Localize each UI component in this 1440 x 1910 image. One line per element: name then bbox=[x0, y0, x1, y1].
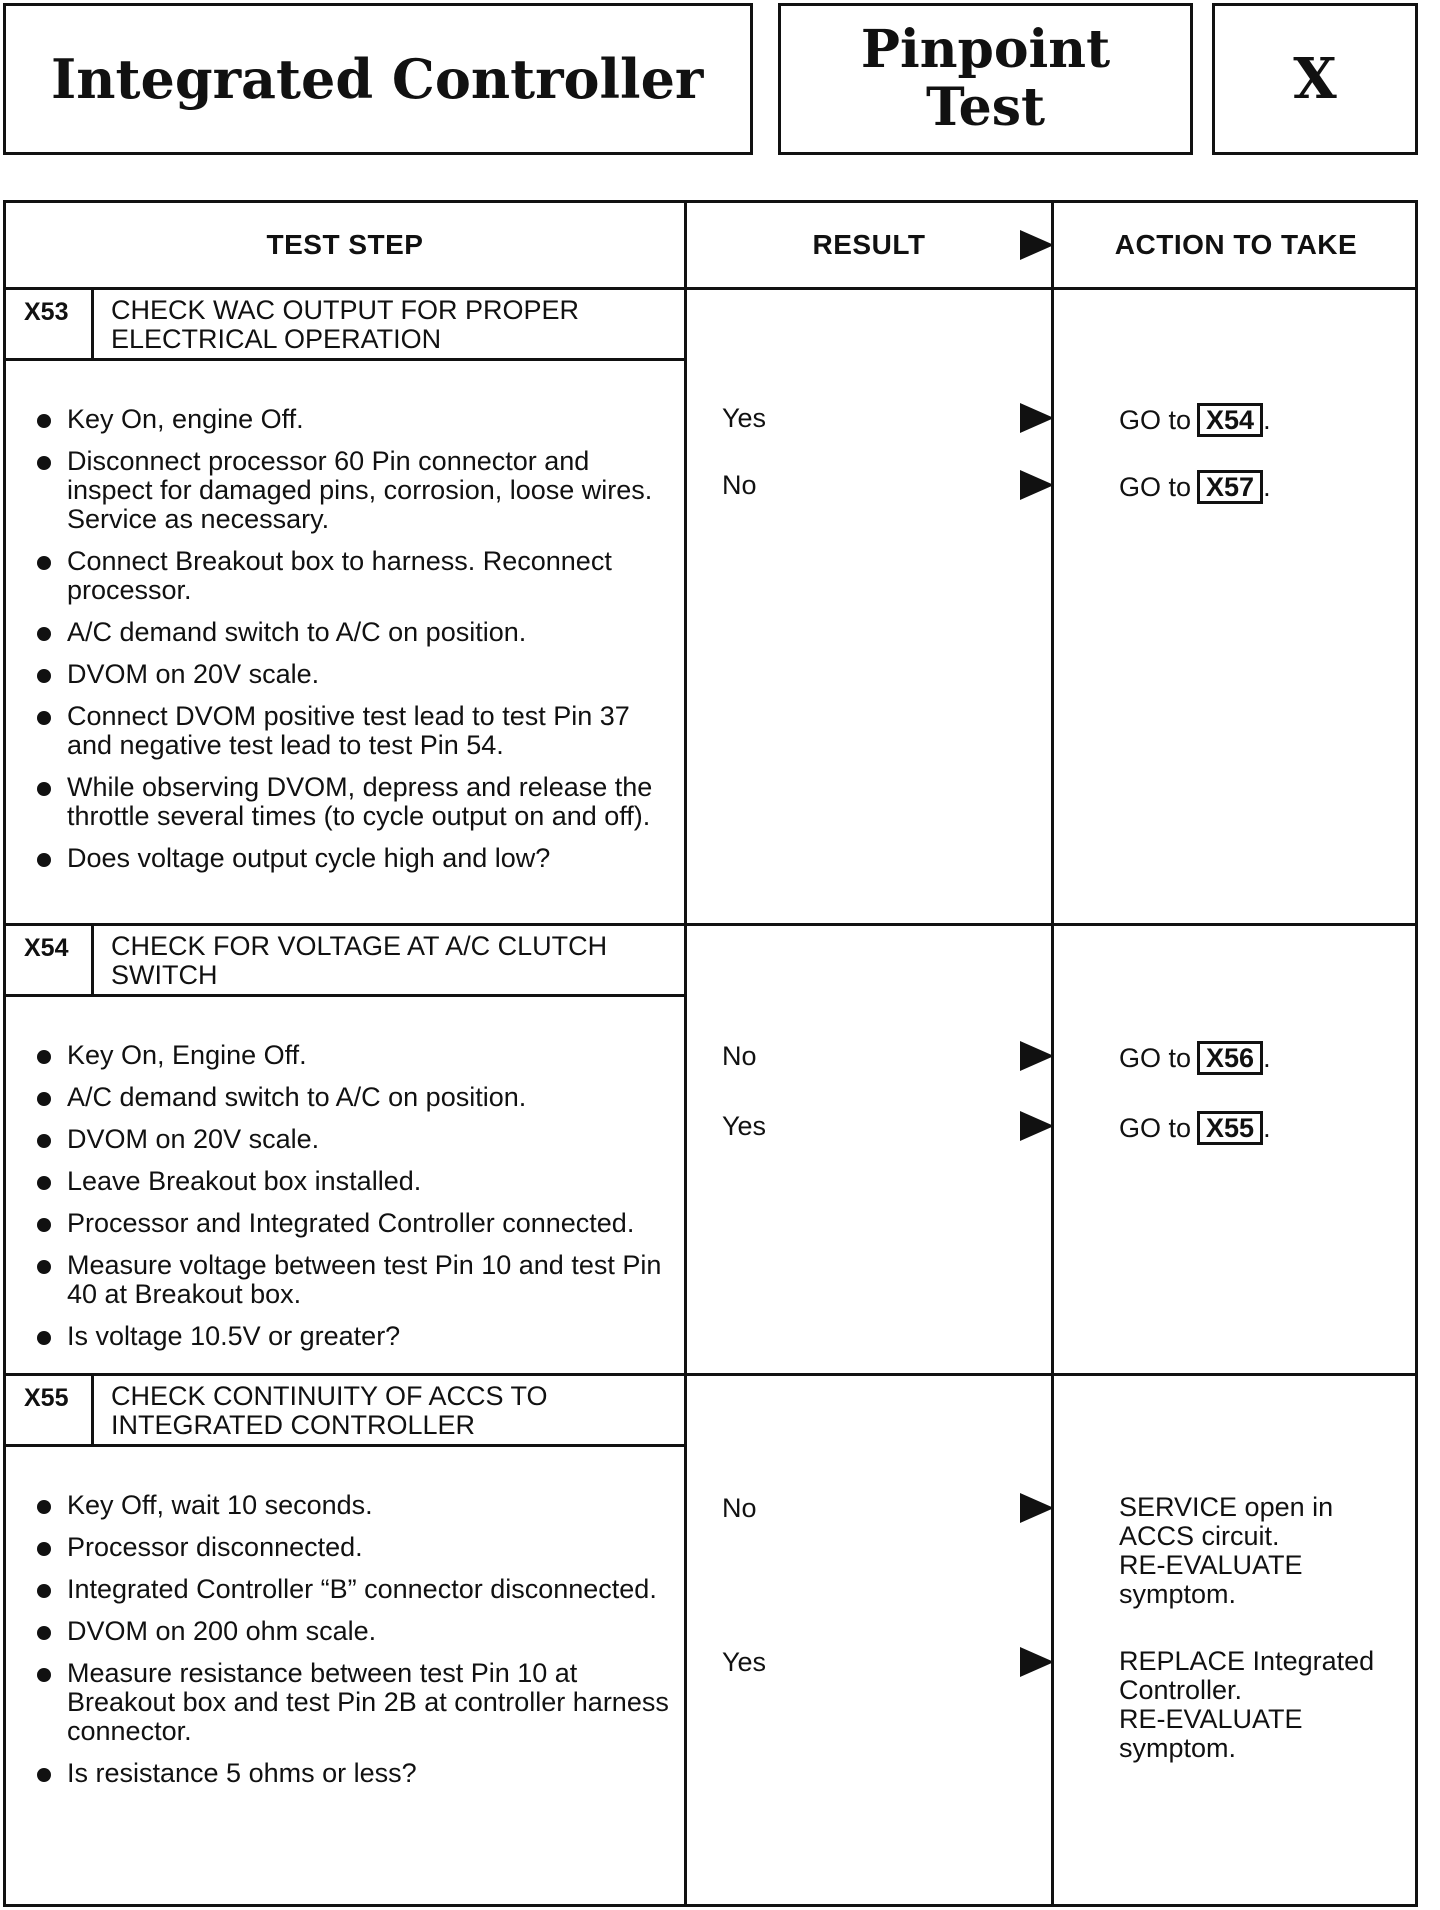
list-item: Key On, engine Off. bbox=[34, 405, 679, 434]
test-table bbox=[3, 200, 1418, 1907]
arrow-icon bbox=[1020, 470, 1054, 500]
result-no: No bbox=[722, 1041, 757, 1071]
step-title: CHECK WAC OUTPUT FOR PROPER ELECTRICAL OPERATION bbox=[111, 295, 580, 354]
bullet-icon bbox=[37, 782, 51, 796]
action-text: REPLACE Integrated Controller. RE-EVALUATE symptom. bbox=[1119, 1646, 1375, 1763]
step-id: X53 bbox=[6, 290, 94, 358]
list-item: Connect DVOM positive test lead to test Pin 37 and negative test lead to test Pin 54. bbox=[34, 702, 679, 760]
list-item: Is voltage 10.5V or greater? bbox=[34, 1322, 679, 1351]
title-text: Integrated Controller bbox=[51, 47, 704, 111]
column-header-test-step: TEST STEP bbox=[266, 229, 424, 260]
bullet-icon bbox=[37, 669, 51, 683]
action-goto: GO to X57 . bbox=[1119, 472, 1271, 502]
result-yes: Yes bbox=[722, 1647, 767, 1677]
bullet-icon bbox=[37, 1584, 51, 1598]
pinpoint-line-2: Test bbox=[925, 77, 1046, 138]
action-goto: GO to X54 . bbox=[1119, 405, 1271, 435]
arrow-icon bbox=[1020, 230, 1054, 260]
list-item: Measure resistance between test Pin 10 at Breakout box and test Pin 2B at controller harness connector. bbox=[34, 1659, 679, 1746]
bullet-icon bbox=[37, 1542, 51, 1556]
result-no: No bbox=[722, 1493, 757, 1523]
action-text: SERVICE open in ACCS circuit. RE-EVALUATE symptom. bbox=[1119, 1492, 1334, 1609]
step-id: X55 bbox=[6, 1376, 94, 1444]
step-id: X54 bbox=[6, 926, 94, 994]
section-letter bbox=[1212, 3, 1418, 155]
bullet-icon bbox=[37, 1668, 51, 1682]
page-title bbox=[3, 3, 753, 155]
bullet-icon bbox=[37, 1626, 51, 1640]
bullet-icon bbox=[37, 1331, 51, 1345]
list-item: Connect Breakout box to harness. Reconnect processor. bbox=[34, 547, 679, 605]
step-instructions bbox=[34, 1491, 679, 1801]
action-goto: GO to X55 . bbox=[1119, 1113, 1271, 1143]
list-item: Disconnect processor 60 Pin connector and inspect for damaged pins, corrosion, loose wires. Service as necessary. bbox=[34, 447, 679, 534]
list-item: DVOM on 20V scale. bbox=[34, 660, 679, 689]
goto-x55-link[interactable]: X55 bbox=[1197, 1111, 1263, 1145]
header-divider bbox=[6, 287, 1415, 290]
bullet-icon bbox=[37, 1768, 51, 1782]
row-divider bbox=[6, 1373, 1415, 1376]
list-item: DVOM on 200 ohm scale. bbox=[34, 1617, 679, 1646]
bullet-icon bbox=[37, 414, 51, 428]
result-yes: Yes bbox=[722, 403, 767, 433]
result-no: No bbox=[722, 470, 757, 500]
list-item: Key Off, wait 10 seconds. bbox=[34, 1491, 679, 1520]
bullet-icon bbox=[37, 1134, 51, 1148]
bullet-icon bbox=[37, 1092, 51, 1106]
bullet-icon bbox=[37, 1500, 51, 1514]
column-header-result: RESULT bbox=[812, 229, 926, 260]
bullet-icon bbox=[37, 853, 51, 867]
list-item: Processor disconnected. bbox=[34, 1533, 679, 1562]
step-title: CHECK CONTINUITY OF ACCS TO INTEGRATED CONTROLLER bbox=[111, 1381, 548, 1440]
arrow-icon bbox=[1020, 403, 1054, 433]
step-title: CHECK FOR VOLTAGE AT A/C CLUTCH SWITCH bbox=[111, 931, 608, 990]
list-item: Is resistance 5 ohms or less? bbox=[34, 1759, 679, 1788]
bullet-icon bbox=[37, 556, 51, 570]
list-item: Measure voltage between test Pin 10 and test Pin 40 at Breakout box. bbox=[34, 1251, 679, 1309]
list-item: A/C demand switch to A/C on position. bbox=[34, 1083, 679, 1112]
action-goto: GO to X56 . bbox=[1119, 1043, 1271, 1073]
step-instructions bbox=[34, 1041, 679, 1364]
bullet-icon bbox=[37, 1050, 51, 1064]
column-header-action: ACTION TO TAKE bbox=[1114, 229, 1358, 260]
result-yes: Yes bbox=[722, 1111, 767, 1141]
bullet-icon bbox=[37, 456, 51, 470]
list-item: Processor and Integrated Controller connected. bbox=[34, 1209, 679, 1238]
list-item: Leave Breakout box installed. bbox=[34, 1167, 679, 1196]
pinpoint-line-1: Pinpoint bbox=[860, 19, 1111, 80]
list-item: DVOM on 20V scale. bbox=[34, 1125, 679, 1154]
list-item: Key On, Engine Off. bbox=[34, 1041, 679, 1070]
list-item: While observing DVOM, depress and release the throttle several times (to cycle output on and off). bbox=[34, 773, 679, 831]
row-divider bbox=[6, 923, 1415, 926]
list-item: Does voltage output cycle high and low? bbox=[34, 844, 679, 873]
bullet-icon bbox=[37, 1218, 51, 1232]
goto-x57-link[interactable]: X57 bbox=[1197, 470, 1263, 504]
arrow-icon bbox=[1020, 1041, 1054, 1071]
bullet-icon bbox=[37, 627, 51, 641]
column-divider bbox=[684, 203, 687, 1904]
step-instructions bbox=[34, 405, 679, 886]
goto-x56-link[interactable]: X56 bbox=[1197, 1041, 1263, 1075]
arrow-icon bbox=[1020, 1647, 1054, 1677]
list-item: A/C demand switch to A/C on position. bbox=[34, 618, 679, 647]
bullet-icon bbox=[37, 1176, 51, 1190]
bullet-icon bbox=[37, 1260, 51, 1274]
bullet-icon bbox=[37, 711, 51, 725]
arrow-icon bbox=[1020, 1111, 1054, 1141]
section-letter-text: X bbox=[1293, 46, 1337, 112]
pinpoint-test-label bbox=[778, 3, 1193, 155]
arrow-icon bbox=[1020, 1493, 1054, 1523]
list-item: Integrated Controller “B” connector disconnected. bbox=[34, 1575, 679, 1604]
goto-x54-link[interactable]: X54 bbox=[1197, 403, 1263, 437]
